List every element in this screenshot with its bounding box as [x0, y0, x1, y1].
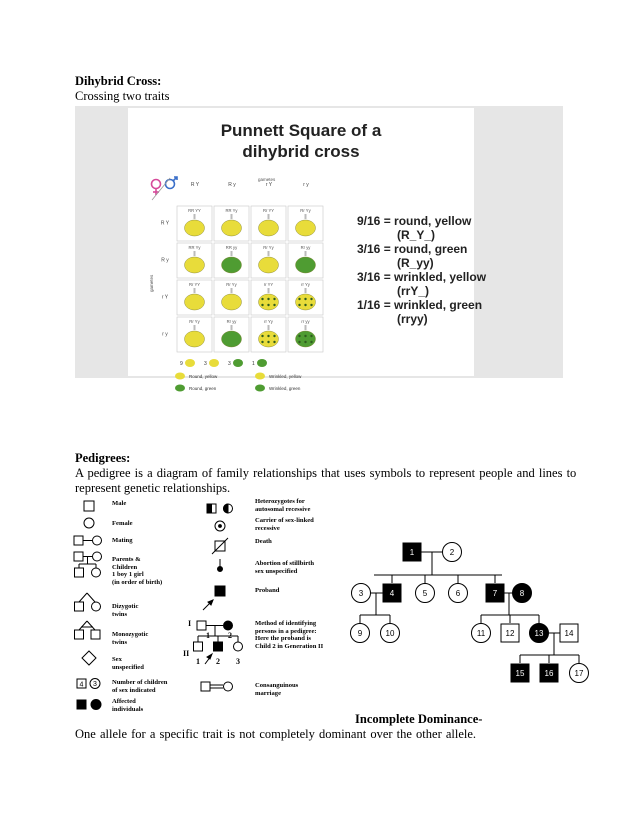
- ratio-3-line1: 3/16 = wrinkled, yellow: [357, 270, 487, 284]
- svg-text:gametes: gametes: [149, 274, 154, 292]
- pea-stem: [194, 251, 196, 256]
- punnett-row-head: R y: [161, 257, 169, 264]
- legend-monozygotic-line1: Monozygotic: [112, 631, 149, 638]
- legend-pea-icon: [175, 385, 185, 392]
- pedigree-node-label: 13: [534, 629, 544, 638]
- pea-icon: [259, 257, 279, 273]
- wrinkle-mark: [261, 304, 263, 306]
- genotype-label: rr Yy: [264, 319, 273, 324]
- legend-affected-line2: individuals: [112, 705, 144, 713]
- male-symbol-icon: [166, 177, 178, 189]
- genotype-label: Rr Yy: [226, 282, 237, 287]
- wrinkle-mark: [267, 341, 269, 343]
- ratio-pea-icon: [233, 359, 243, 367]
- generation-I-label: I: [188, 619, 192, 628]
- pea-stem: [231, 214, 233, 219]
- legend-dizygotic-line2: twins: [112, 610, 128, 618]
- pedigree-node-label: 6: [455, 589, 461, 598]
- legend-heterozygotes: [255, 498, 310, 513]
- ratio-list: [357, 214, 486, 326]
- pea-icon: [185, 294, 205, 310]
- wrinkle-mark: [298, 298, 300, 300]
- punnett-col-head: R y: [228, 182, 236, 188]
- punnett-title-line2: dihybrid cross: [242, 142, 360, 161]
- pea-stem: [305, 214, 307, 219]
- wrinkle-mark: [310, 335, 312, 337]
- legend-mating: Mating: [112, 537, 133, 544]
- gen2-number-3: 3: [236, 657, 240, 666]
- pea-stem: [268, 251, 270, 256]
- gametes-label: gametes: [258, 177, 276, 182]
- wrinkle-mark: [310, 304, 312, 306]
- genotype-label: Rr Yy: [263, 245, 274, 250]
- wrinkle-mark: [304, 298, 306, 300]
- legend-consanguinous: [255, 682, 298, 697]
- legend-proband: Proband: [255, 587, 280, 594]
- wrinkle-mark: [304, 341, 306, 343]
- wrinkle-mark: [261, 341, 263, 343]
- pedigree-node-label: 15: [515, 669, 525, 678]
- pea-icon: [259, 294, 279, 310]
- punnett-legend-label: Round, green: [189, 386, 217, 391]
- genotype-label: RR yy: [225, 245, 238, 250]
- genotype-label: Rr YY: [262, 208, 275, 213]
- female-symbol-icon: [84, 518, 94, 528]
- pedigree-node-label: 8: [519, 589, 525, 598]
- gen1-number-2: 2: [228, 631, 232, 640]
- wrinkle-mark: [304, 304, 306, 306]
- pea-icon: [222, 257, 242, 273]
- legend-death: Death: [255, 538, 272, 545]
- pedigrees-body-line1: A pedigree is a diagram of family relationships that uses symbols to represent people and lines to: [75, 466, 577, 480]
- legend-cons-line1: Consanguinous: [255, 682, 299, 689]
- gen2-number-2: 2: [216, 657, 220, 666]
- punnett-col-head: R Y: [190, 182, 200, 188]
- pea-icon: [185, 331, 205, 347]
- punnett-col-head: r y: [303, 182, 309, 188]
- legend-pea-icon: [175, 373, 185, 380]
- pea-icon: [296, 220, 316, 236]
- gen2-number-1: 1: [196, 657, 200, 666]
- legend-ident-line4: Child 2 in Generation II: [255, 642, 324, 650]
- pedigree-node-label: 14: [564, 629, 574, 638]
- death-icon: [212, 538, 228, 554]
- legend-ident-line2: persons in a pedigree:: [255, 627, 317, 635]
- pedigrees-body-line2: represent genetic relationships.: [75, 481, 231, 495]
- legend-monozygotic-line2: twins: [112, 638, 128, 646]
- wrinkle-mark: [310, 341, 312, 343]
- legend-dizygotic: [112, 603, 138, 618]
- dihybrid-heading: Dihybrid Cross:: [75, 74, 162, 88]
- wrinkle-mark: [310, 298, 312, 300]
- legend-het-line1: Heterozygotes for: [255, 498, 305, 505]
- ratio-1-line1: 9/16 = round, yellow: [357, 214, 472, 228]
- legend-parents-children: [112, 556, 162, 586]
- legend-monozygotic: [112, 631, 148, 646]
- punnett-legend-label: Wrinkled, green: [269, 386, 301, 391]
- wrinkle-mark: [298, 341, 300, 343]
- punnett-col-head: r Y: [265, 182, 273, 188]
- gen1-number-1: 1: [206, 631, 210, 640]
- wrinkle-mark: [273, 335, 275, 337]
- legend-sex-unspecified: [112, 656, 144, 671]
- pedigree-node-label: 17: [574, 669, 584, 678]
- wrinkle-mark: [273, 298, 275, 300]
- wrinkle-mark: [273, 304, 275, 306]
- pedigree-node-label: 12: [505, 629, 515, 638]
- ratio-number: 3: [228, 361, 231, 367]
- pedigree-node-label: 4: [389, 589, 395, 598]
- genotype-label: Rr YY: [188, 282, 201, 287]
- affected-female-icon: [91, 700, 101, 710]
- legend-dizygotic-line1: Dizygotic: [112, 603, 139, 610]
- pea-icon: [222, 331, 242, 347]
- pea-icon: [222, 294, 242, 310]
- genotype-label: Rr Yy: [300, 208, 311, 213]
- wrinkle-mark: [261, 335, 263, 337]
- wrinkle-mark: [261, 298, 263, 300]
- legend-sex-line2: unspecified: [112, 663, 144, 671]
- genotype-label: Rr Yy: [189, 319, 200, 324]
- ratio-2-line1: 3/16 = round, green: [357, 242, 468, 256]
- wrinkle-mark: [273, 341, 275, 343]
- dizygotic-twins-icon: [75, 593, 101, 611]
- ratio-4-line1: 1/16 = wrinkled, green: [357, 298, 483, 312]
- pea-icon: [296, 331, 316, 347]
- pedigrees-heading: Pedigrees:: [75, 451, 131, 465]
- pea-stem: [305, 288, 307, 293]
- pedigree-node-label: 7: [492, 589, 498, 598]
- legend-male: Male: [112, 500, 127, 507]
- legend-parents-line1: Parents &: [112, 556, 141, 563]
- legend-pea-icon: [255, 373, 265, 380]
- genotype-label: Rr yy: [226, 319, 237, 324]
- pea-icon: [259, 220, 279, 236]
- pea-stem: [231, 288, 233, 293]
- pea-icon: [296, 257, 316, 273]
- genotype-label: RR YY: [188, 208, 201, 213]
- genotype-label: Rr yy: [300, 245, 311, 250]
- legend-sex-line1: Sex: [112, 656, 122, 663]
- pedigree-node-label: 11: [476, 629, 486, 638]
- genotype-label: RR Yy: [188, 245, 201, 250]
- legend-female: Female: [112, 520, 133, 527]
- sex-unspecified-icon: [82, 651, 96, 665]
- incomplete-heading: Incomplete Dominance-: [355, 712, 483, 726]
- legend-ident-line1: Method of identifying: [255, 620, 317, 627]
- male-symbol-icon: [84, 501, 94, 511]
- legend-abortion-line1: Abortion of stillbirth: [255, 560, 314, 567]
- punnett-title: [128, 120, 474, 162]
- wrinkle-mark: [267, 298, 269, 300]
- ratio-pea-icon: [185, 359, 195, 367]
- pedigree-node-label: 10: [385, 629, 395, 638]
- female-symbol-icon: [152, 180, 161, 196]
- legend-number-children: [112, 679, 167, 694]
- heterozygote-icon: [207, 504, 233, 513]
- pea-stem: [231, 251, 233, 256]
- pedigree-tree: [340, 535, 598, 685]
- genotype-label: rr yy: [301, 319, 310, 324]
- wrinkle-mark: [298, 304, 300, 306]
- punnett-row-head: r Y: [161, 294, 169, 301]
- pea-icon: [222, 220, 242, 236]
- wrinkle-mark: [304, 335, 306, 337]
- count-female-label: 3: [93, 681, 97, 688]
- pea-stem: [268, 214, 270, 219]
- pea-stem: [305, 251, 307, 256]
- legend-affected: [112, 698, 143, 713]
- legend-affected-line1: Affected: [112, 698, 136, 705]
- ratio-number: 1: [252, 361, 255, 367]
- legend-cons-line2: marriage: [255, 689, 281, 697]
- ratio-pea-icon: [257, 359, 267, 367]
- ratio-number: 3: [204, 361, 207, 367]
- monozygotic-twins-icon: [75, 621, 101, 639]
- wrinkle-mark: [267, 335, 269, 337]
- punnett-title-line1: Punnett Square of a: [220, 121, 382, 140]
- affected-male-icon: [77, 700, 86, 709]
- legend-parents-line2: Children: [112, 563, 138, 571]
- pedigree-node-label: 3: [358, 589, 364, 598]
- pea-stem: [194, 214, 196, 219]
- parents-children-icon: [74, 552, 102, 577]
- pedigree-node-label: 1: [409, 548, 415, 557]
- pea-stem: [194, 288, 196, 293]
- legend-number-line1: Number of children: [112, 679, 168, 686]
- legend-abortion: [255, 560, 314, 575]
- incomplete-body: One allele for a specific trait is not completely dominant over the other allele.: [75, 727, 477, 741]
- pedigree-node-label: 5: [422, 589, 428, 598]
- legend-carrier: [255, 517, 314, 532]
- generation-II-label: II: [183, 649, 190, 658]
- legend-pea-icon: [255, 385, 265, 392]
- pea-stem: [194, 325, 196, 330]
- legend-parents-line3: 1 boy 1 girl: [112, 571, 144, 578]
- wrinkle-mark: [267, 304, 269, 306]
- count-male-label: 4: [79, 681, 84, 689]
- legend-abortion-line2: sex unspecified: [255, 567, 298, 575]
- legend-carrier-line2: recessive: [255, 524, 280, 532]
- ratio-pea-icon: [209, 359, 219, 367]
- pea-icon: [185, 220, 205, 236]
- consanguinous-icon: [201, 682, 233, 691]
- punnett-grid: [140, 172, 355, 391]
- pea-icon: [296, 294, 316, 310]
- pea-icon: [185, 257, 205, 273]
- legend-het-line2: autosomal recessive: [255, 505, 311, 513]
- legend-parents-line4: (in order of birth): [112, 578, 163, 586]
- ratio-4-line2: (rryy): [397, 312, 428, 326]
- ratio-3-line2: (rrY_): [397, 284, 430, 298]
- pea-stem: [231, 325, 233, 330]
- legend-carrier-line1: Carrier of sex-linked: [255, 517, 314, 524]
- pedigree-node-label: 9: [357, 629, 363, 638]
- legend-ident-line3: Here the proband is: [255, 635, 311, 642]
- legend-number-line2: of sex indicated: [112, 686, 156, 694]
- pea-stem: [268, 325, 270, 330]
- punnett-row-head: r y: [162, 331, 168, 338]
- ratio-1-line2: (R_Y_): [397, 228, 436, 242]
- carrier-icon: [215, 521, 225, 531]
- pea-icon: [259, 331, 279, 347]
- ratio-2-line2: (R_yy): [397, 256, 434, 270]
- dihybrid-subheading: Crossing two traits: [75, 89, 170, 103]
- legend-identifying: [255, 620, 323, 650]
- punnett-row-head: R Y: [160, 220, 170, 227]
- pedigree-node-label: 2: [449, 548, 455, 557]
- genotype-label: rr Yy: [301, 282, 310, 287]
- proband-icon: [203, 586, 225, 610]
- wrinkle-mark: [298, 335, 300, 337]
- pedigree-node-label: 16: [544, 669, 554, 678]
- genotype-label: RR Yy: [225, 208, 238, 213]
- genotype-label: rr YY: [263, 282, 274, 287]
- pea-stem: [305, 325, 307, 330]
- pea-stem: [268, 288, 270, 293]
- punnett-legend-label: Round, yellow: [189, 374, 218, 379]
- mating-symbol-icon: [74, 536, 102, 545]
- abortion-icon: [218, 559, 223, 572]
- ratio-number: 9: [180, 361, 183, 367]
- punnett-legend-label: Wrinkled, yellow: [269, 374, 302, 379]
